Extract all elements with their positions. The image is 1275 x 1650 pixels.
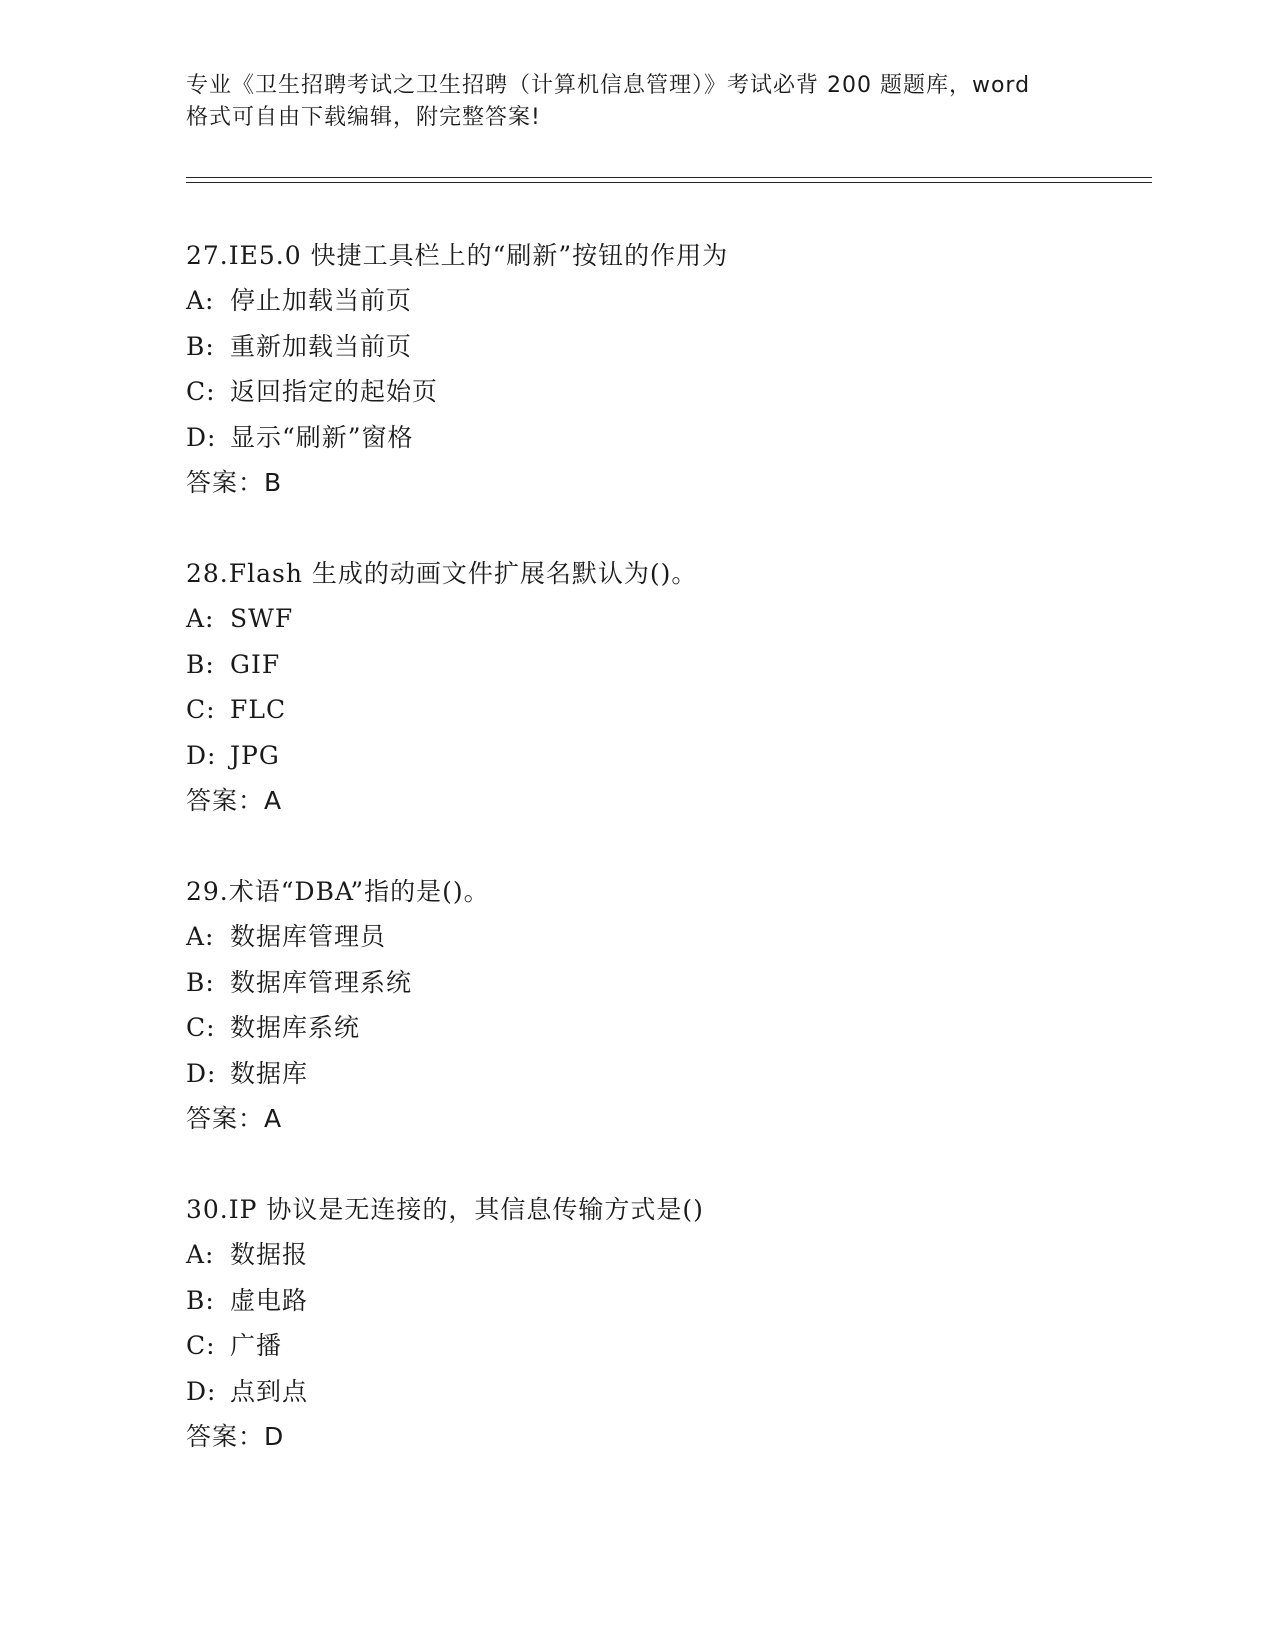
option-text: GIF: [230, 649, 281, 679]
question-text: 29.术语“DBA”指的是()。: [186, 877, 490, 906]
option-key: C:: [186, 1331, 216, 1361]
option-text: 数据库: [230, 1058, 309, 1088]
answer: 答案：D: [186, 1421, 285, 1451]
option-a: [186, 1232, 1151, 1277]
option-c: [186, 687, 1151, 732]
header-line-1: 专业《卫生招聘考试之卫生招聘（计算机信息管理）》考试必背 200 题题库，word: [186, 73, 1031, 98]
option-key: D:: [186, 422, 217, 452]
option-key: D:: [186, 1058, 217, 1088]
question-text: 28.Flash 生成的动画文件扩展名默认为()。: [186, 559, 698, 588]
question-30: [186, 1187, 1151, 1505]
option-text: JPG: [230, 740, 280, 770]
option-key: D:: [186, 740, 217, 770]
option-key: A:: [186, 604, 215, 634]
option-key: C:: [186, 1013, 216, 1043]
answer: 答案：A: [186, 785, 283, 815]
option-text: 返回指定的起始页: [230, 377, 439, 407]
header-line-2: 格式可自由下载编辑，附完整答案!: [186, 105, 541, 130]
question-28: [186, 551, 1151, 869]
question-text: 30.IP 协议是无连接的，其信息传输方式是(): [186, 1195, 704, 1224]
option-key: B:: [186, 967, 215, 997]
option-b: [186, 324, 1151, 369]
question-list: [186, 233, 1151, 1505]
option-key: B:: [186, 649, 215, 679]
option-b: [186, 1278, 1151, 1323]
header-divider: [186, 177, 1152, 183]
option-a: [186, 596, 1151, 641]
document-header: [186, 70, 1086, 134]
option-text: 数据报: [230, 1240, 309, 1270]
option-b: [186, 642, 1151, 687]
option-text: 虚电路: [230, 1285, 309, 1315]
option-text: FLC: [230, 695, 287, 725]
question-text: 27.IE5.0 快捷工具栏上的“刷新”按钮的作用为: [186, 241, 729, 270]
option-text: 显示“刷新”窗格: [230, 422, 414, 452]
answer: 答案：B: [186, 467, 283, 497]
option-a: [186, 914, 1151, 959]
option-key: A:: [186, 1240, 215, 1270]
option-key: B:: [186, 331, 215, 361]
option-key: C:: [186, 377, 216, 407]
option-b: [186, 960, 1151, 1005]
option-a: [186, 278, 1151, 323]
option-text: 数据库管理系统: [230, 967, 413, 997]
option-text: 广播: [230, 1331, 283, 1361]
question-29: [186, 869, 1151, 1187]
option-text: 点到点: [230, 1376, 309, 1406]
option-c: [186, 369, 1151, 414]
option-key: B:: [186, 1285, 215, 1315]
option-d: [186, 1051, 1151, 1096]
option-text: 数据库管理员: [230, 922, 387, 952]
option-key: D:: [186, 1376, 217, 1406]
option-text: 重新加载当前页: [230, 331, 413, 361]
option-text: SWF: [230, 604, 294, 634]
option-d: [186, 733, 1151, 778]
option-c: [186, 1005, 1151, 1050]
option-d: [186, 415, 1151, 460]
option-key: C:: [186, 695, 216, 725]
option-key: A:: [186, 922, 215, 952]
option-c: [186, 1323, 1151, 1368]
option-text: 停止加载当前页: [230, 286, 413, 316]
option-d: [186, 1369, 1151, 1414]
option-text: 数据库系统: [230, 1013, 361, 1043]
option-key: A:: [186, 286, 215, 316]
answer: 答案：A: [186, 1103, 283, 1133]
question-27: [186, 233, 1151, 551]
